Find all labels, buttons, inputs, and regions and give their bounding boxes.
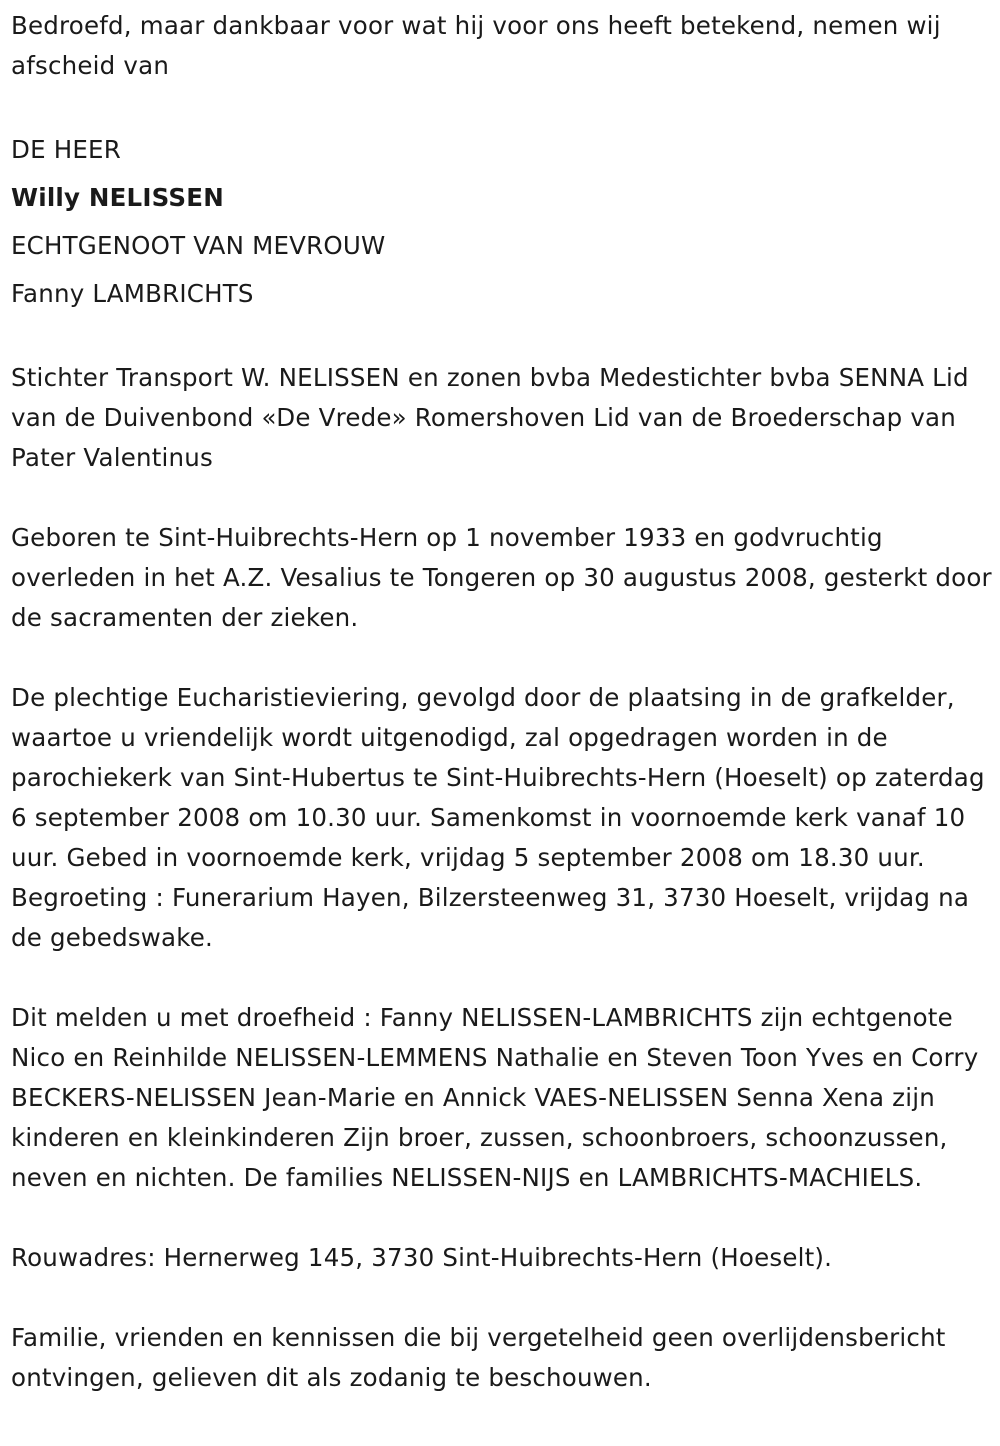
spouse-label: ECHTGENOOT VAN MEVROUW xyxy=(11,231,386,260)
birth-death-text: Geboren te Sint-Huibrechts-Hern op 1 november 1933 en godvruchtig overleden in het A.Z. Vesalius te Tongeren op 30 augustus 2008, gesterkt door de sacramenten der zieken. xyxy=(11,523,992,632)
address-text: Rouwadres: Hernerweg 145, 3730 Sint-Huibrechts-Hern (Hoeselt). xyxy=(11,1243,833,1272)
spouse-name: Fanny LAMBRICHTS xyxy=(11,279,254,308)
honorific: DE HEER xyxy=(11,135,121,164)
family-text: Dit melden u met droefheid : Fanny NELISSEN-LAMBRICHTS zijn echtgenote Nico en Reinhilde NELISSEN-LEMMENS Nathalie en Steven Toon Yves en Corry BECKERS-NELISSEN Jean-Marie en Annick VAES-NELISSEN Senna Xena zijn kinderen en kleinkinderen Zijn broer, zussen, schoonbroers, schoonzussen, neven en nichten. De families NELISSEN-NIJS en LAMBRICHTS-MACHIELS. xyxy=(11,1003,979,1192)
deceased-name: Willy NELISSEN xyxy=(11,183,224,212)
affiliations-text: Stichter Transport W. NELISSEN en zonen bvba Medestichter bvba SENNA Lid van de Duivenbond «De Vrede» Romershoven Lid van de Broederschap van Pater Valentinus xyxy=(11,363,969,472)
intro-text: Bedroefd, maar dankbaar voor wat hij voor ons heeft betekend, nemen wij afscheid van xyxy=(11,11,941,80)
ceremony-text: De plechtige Eucharistieviering, gevolgd door de plaatsing in de grafkelder, waartoe u vriendelijk wordt uitgenodigd, zal opgedragen worden in de parochiekerk van Sint-Hubertus te Sint-Huibrechts-Hern (Hoeselt) op zaterdag 6 september 2008 om 10.30 uur. Samenkomst in voornoemde kerk vanaf 10 uur. Gebed in voornoemde kerk, vrijdag 5 september 2008 om 18.30 uur. Begroeting : Funerarium Hayen, Bilzersteenweg 31, 3730 Hoeselt, vrijdag na de gebedswake. xyxy=(11,683,985,952)
obituary-notice xyxy=(11,6,993,1398)
closing-text: Familie, vrienden en kennissen die bij vergetelheid geen overlijdensbericht ontvingen, gelieven dit als zodanig te beschouwen. xyxy=(11,1323,946,1392)
